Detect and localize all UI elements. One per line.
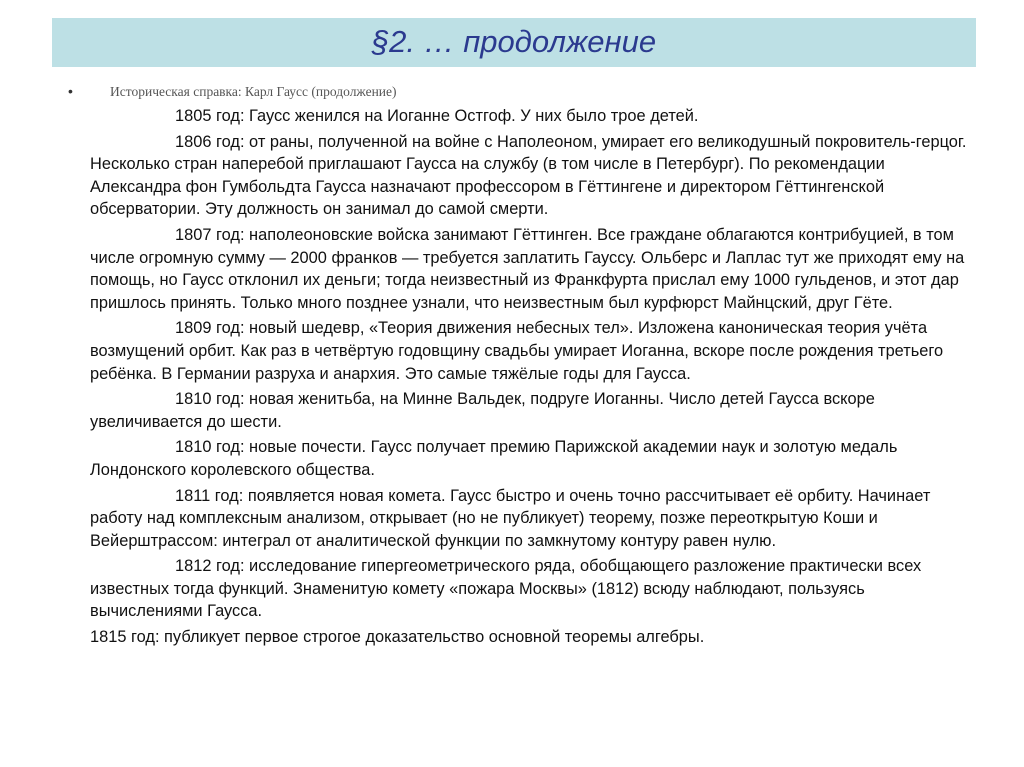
paragraph-1810-marriage: 1810 год: новая женитьба, на Минне Вальдек, подруге Иоганны. Число детей Гаусса вскоре увеличивается до шести. (90, 390, 875, 431)
paragraph-1811: 1811 год: появляется новая комета. Гаусс быстро и очень точно рассчитывает её орбиту. Начинает работу над комплексным анализом, открывает (но не публикует) теорему, позже переоткрытую Коши и Вейерштрассом: интеграл от аналитической функции по замкнутому контуру равен нулю. (90, 486, 931, 550)
paragraph-1810-honors: 1810 год: новые почести. Гаусс получает премию Парижской академии наук и золотую медаль Лондонского королевского общества. (90, 438, 898, 479)
paragraph-1815: 1815 год: публикует первое строгое доказательство основной теоремы алгебры. (90, 628, 705, 647)
slide-title: §2. … продолжение (371, 24, 657, 59)
slide-body (90, 105, 975, 652)
bullet-marker: • (68, 83, 73, 99)
paragraph-1805: 1805 год: Гаусс женился на Иоганне Остгоф. У них было трое детей. (175, 107, 699, 125)
title-banner (52, 18, 976, 67)
paragraph-1812: 1812 год: исследование гипергеометрического ряда, обобщающего разложение практически всех известных тогда функций. Знаменитую комету «пожара Москвы» (1812) всюду наблюдают, пользуясь вычислениями Гаусса. (90, 557, 922, 621)
paragraph-1809: 1809 год: новый шедевр, «Теория движения небесных тел». Изложена каноническая теория учёта возмущений орбит. Как раз в четвёртую годовщину свадьбы умирает Иоганна, вскоре после рождения третьего ребёнка. В Германии разруха и анархия. Это самые тяжёлые годы для Гаусса. (90, 319, 944, 383)
paragraph-1806: 1806 год: от раны, полученной на войне с Наполеоном, умирает его великодушный покровитель-герцог. Несколько стран наперебой приглашают Гаусса на службу (в том числе в Петербург). По рекомендации Александра фон Гумбольдта Гаусса назначают профессором в Гёттингене и директором Гёттингенской обсерватории. Эту должность он занимал до самой смерти. (90, 132, 967, 219)
subheading: Историческая справка: Карл Гаусс (продолжение) (110, 84, 397, 99)
paragraph-1807: 1807 год: наполеоновские войска занимают Гёттинген. Все граждане облагаются контрибуцией, в том числе огромную сумму — 2000 франков — требуется заплатить Гауссу. Ольберс и Лаплас тут же приходят ему на помощь, но Гаусс отклонил их деньги; тогда неизвестный из Франкфурта прислал ему 1000 гульденов, и этот дар пришлось принять. Только много позднее узнали, что неизвестным был курфюрст Майнцский, друг Гёте. (90, 225, 965, 312)
